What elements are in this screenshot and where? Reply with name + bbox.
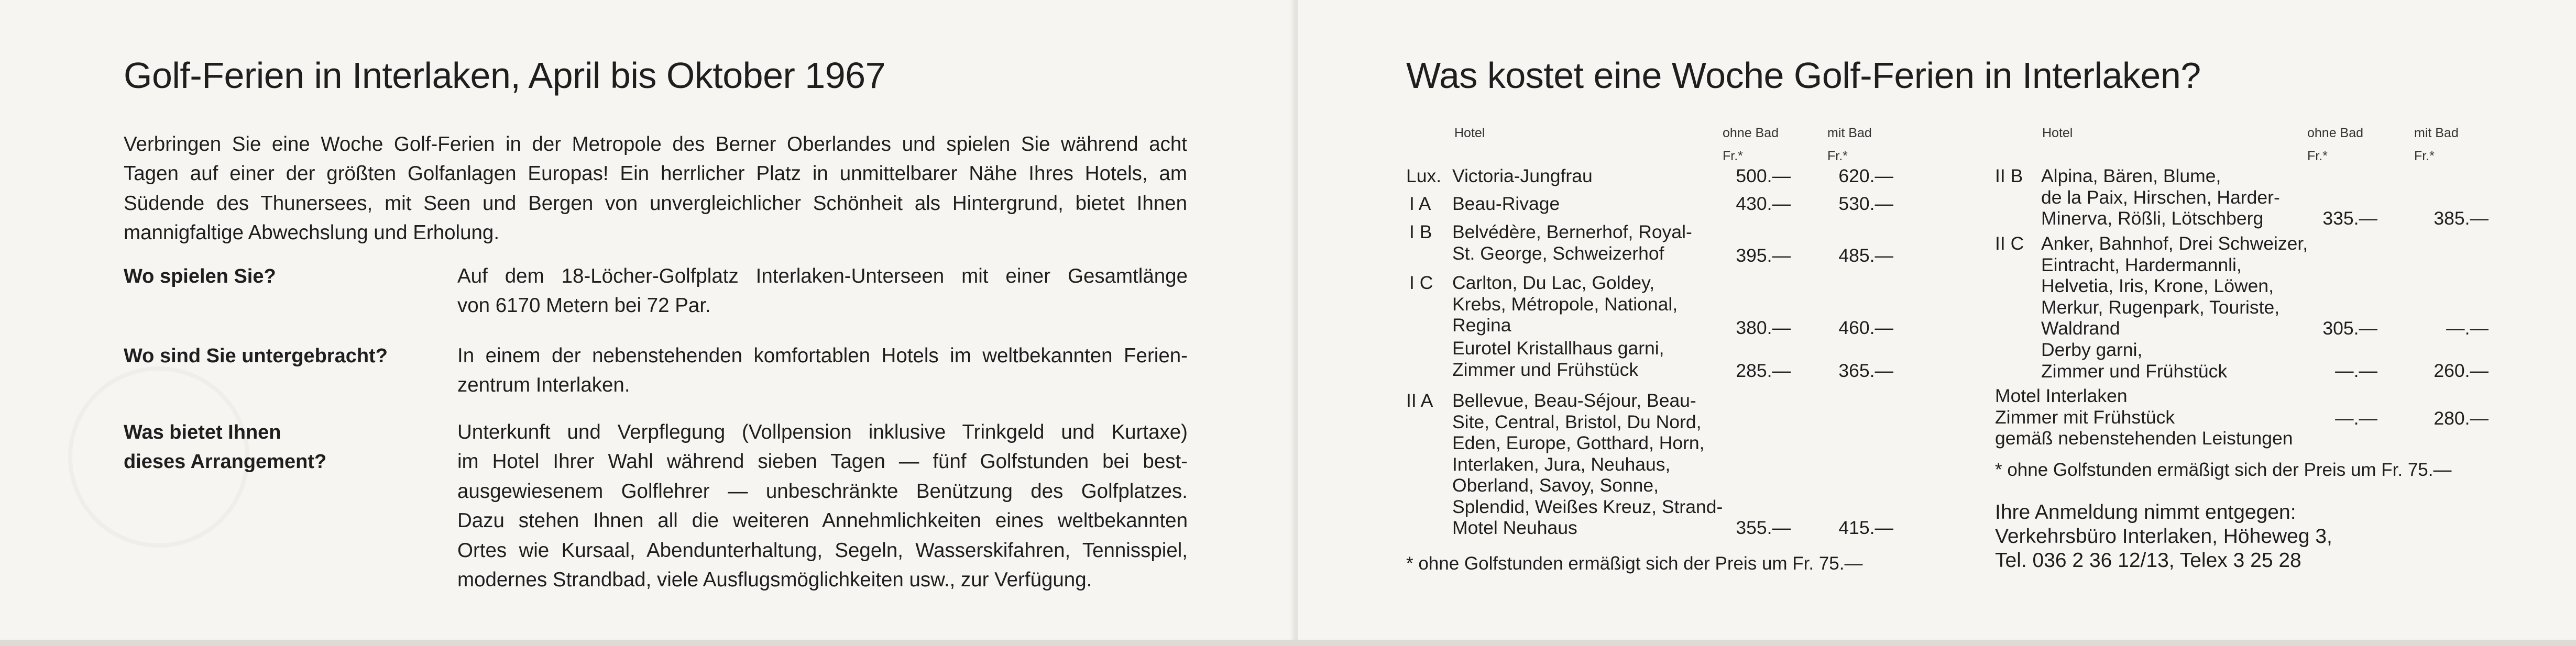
price-mit-bad: 620.— [1838,165,1893,186]
answer-line: zentrum Interlaken. [457,374,630,397]
answer-line: Auf dem 18-Löcher-Golfplatz Interlaken-Unterseen mit einer Gesamtlänge [457,265,1188,287]
answer-where-play [457,262,1188,321]
price-mit-bad: 415.— [1838,517,1893,538]
table1-unit-ohne: Fr.* [1723,149,1743,163]
hotel-line: Eintracht, Hardermannli, [2041,254,2242,275]
hotel-line: St. George, Schweizerhof [1452,242,1664,264]
price-ohne-bad: —.— [2335,360,2377,381]
price-mit-bad: 260.— [2434,360,2489,381]
table2-unit-ohne: Fr.* [2307,149,2328,163]
hotel-line: Zimmer und Frühstück [2041,360,2228,382]
category-label: I A [1409,193,1431,214]
hotel-names [1452,165,1593,187]
price-ohne-bad: 305.— [2322,318,2377,339]
answer-arrangement [457,418,1188,595]
hotel-line: Minerva, Rößli, Lötschberg [2041,208,2264,229]
hotel-line: Merkur, Rugenpark, Touriste, [2041,296,2280,318]
hotel-line: Victoria-Jungfrau [1452,165,1593,186]
page-bottom-edge [0,640,2576,646]
price-ohne-bad: 355.— [1736,517,1791,538]
category-label: I B [1409,221,1432,242]
answer-accommodation [457,341,1188,400]
price-mit-bad: 530.— [1838,193,1893,214]
hotel-line: Interlaken, Jura, Neuhaus, [1452,453,1671,475]
hotel-line: Krebs, Métropole, National, [1452,293,1678,315]
intro-paragraph [124,130,1187,248]
hotel-names [2041,339,2227,382]
question-where-play [124,262,417,291]
contact-line: Tel. 036 2 36 12/13, Telex 3 25 28 [1995,549,2301,572]
left-title: Golf-Ferien in Interlaken, April bis Oktober 1967 [124,55,886,96]
intro-line: Verbringen Sie eine Woche Golf-Ferien in der Metropole des Berner Oberlandes und spielen Sie während acht [124,133,1187,155]
answer-line: im Hotel Ihrer Wahl während sieben Tagen — fünf Golfstunden bei best- [457,450,1188,473]
table2-header-mit-bad: mit Bad [2414,126,2459,140]
question-text: Wo spielen Sie? [124,265,276,287]
intro-line: Tagen auf einer der größten Golfanlagen Europas! Ein herrlicher Platz in unmittelbarer Nähe Ihres Hotels, am [124,162,1187,185]
table1-header-ohne-bad: ohne Bad [1723,126,1779,140]
right-page [1298,0,2576,640]
hotel-line: Eurotel Kristallhaus garni, [1452,338,1664,359]
hotel-line: Anker, Bahnhof, Drei Schweizer, [2041,233,2308,254]
price-mit-bad: 385.— [2434,208,2489,229]
question-text: Was bietet Ihnen [124,421,281,443]
table1-header-mit-bad: mit Bad [1827,126,1872,140]
contact-line: Verkehrsbüro Interlaken, Höheweg 3, [1995,525,2332,548]
motel-names [1995,385,2293,449]
hotel-names [1452,221,1692,264]
contact-line: Ihre Anmeldung nimmt entgegen: [1995,501,2296,524]
table2-unit-mit: Fr.* [2414,149,2435,163]
category-label: II A [1406,390,1433,411]
category-label: I C [1409,272,1433,293]
hotel-line: Belvédère, Bernerhof, Royal- [1452,221,1692,242]
hotel-line: Zimmer und Frühstück [1452,359,1639,380]
category-label: II C [1995,233,2024,254]
price-ohne-bad: 380.— [1736,317,1791,338]
price-ohne-bad: 335.— [2322,208,2377,229]
price-ohne-bad: 285.— [1736,360,1791,381]
answer-line: Ortes wie Kursaal, Abendunterhaltung, Segeln, Wasserskifahren, Tennisspiel, [457,539,1188,562]
answer-line: ausgewiesenem Golflehrer — unbeschränkte Benützung des Golfplatzes. [457,480,1188,503]
hotel-line: Oberland, Savoy, Sonne, [1452,475,1659,496]
table2-header-ohne-bad: ohne Bad [2307,126,2364,140]
right-title: Was kostet eine Woche Golf-Ferien in Interlaken? [1406,55,2201,96]
footnote-left: * ohne Golfstunden ermäßigt sich der Preis um Fr. 75.— [1406,553,1863,574]
hotel-line: Helvetia, Iris, Krone, Löwen, [2041,275,2274,296]
question-accommodation [124,341,417,371]
price-ohne-bad: 500.— [1736,165,1791,186]
hotel-names [1452,390,1723,539]
left-page [0,0,1294,640]
footnote-right: * ohne Golfstunden ermäßigt sich der Preis um Fr. 75.— [1995,460,2452,480]
hotel-line: Site, Central, Bristol, Du Nord, [1452,411,1702,432]
hotel-line: Regina [1452,315,1511,336]
hotel-line: Motel Interlaken [1995,385,2128,406]
hotel-line: Alpina, Bären, Blume, [2041,165,2221,186]
category-label: II B [1995,165,2023,186]
motel-note: gemäß nebenstehenden Leistungen [1995,428,2293,449]
price-mit-bad: 485.— [1838,245,1893,266]
question-text: Wo sind Sie untergebracht? [124,345,388,367]
price-mit-bad: 280.— [2434,408,2489,429]
table1-header-hotel: Hotel [1454,126,1485,140]
hotel-line: Beau-Rivage [1452,193,1560,214]
hotel-line: Derby garni, [2041,339,2143,360]
hotel-line: de la Paix, Hirschen, Harder- [2041,186,2280,208]
price-ohne-bad: —.— [2335,408,2377,429]
contact-block [1995,500,2332,573]
hotel-names [1452,272,1678,336]
answer-line: Unterkunft und Verpflegung (Vollpension inklusive Trinkgeld und Kurtaxe) [457,421,1188,443]
hotel-line: Zimmer mit Frühstück [1995,406,2175,428]
table2-header-hotel: Hotel [2042,126,2073,140]
price-mit-bad: 365.— [1838,360,1893,381]
category-label: Lux. [1406,165,1442,186]
answer-line: von 6170 Metern bei 72 Par. [457,294,711,317]
price-mit-bad: —.— [2446,318,2489,339]
hotel-line: Bellevue, Beau-Séjour, Beau- [1452,390,1696,411]
hotel-line: Carlton, Du Lac, Goldey, [1452,272,1655,293]
question-text: dieses Arrangement? [124,451,327,473]
hotel-names [2041,233,2308,339]
hotel-names [1452,338,1664,380]
answer-line: modernes Strandbad, viele Ausflugsmöglichkeiten usw., zur Verfügung. [457,569,1092,592]
question-arrangement [124,418,417,477]
answer-line: Dazu stehen Ihnen all die weiteren Annehmlichkeiten eines weltbekannten [457,509,1188,532]
intro-line: mannigfaltige Abwechslung und Erholung. [124,221,500,244]
answer-line: In einem der nebenstehenden komfortablen Hotels im weltbekannten Ferien- [457,344,1188,367]
price-mit-bad: 460.— [1838,317,1893,338]
table1-unit-mit: Fr.* [1827,149,1848,163]
intro-line: Südende des Thunersees, mit Seen und Bergen von unvergleichlicher Schönheit als Hintergrund, bietet Ihnen [124,192,1187,215]
price-ohne-bad: 395.— [1736,245,1791,266]
hotel-line: Waldrand [2041,318,2120,339]
hotel-names [2041,165,2280,229]
hotel-line: Splendid, Weißes Kreuz, Strand- [1452,496,1723,517]
hotel-line: Eden, Europe, Gotthard, Horn, [1452,432,1705,453]
price-ohne-bad: 430.— [1736,193,1791,214]
hotel-names [1452,193,1560,215]
hotel-line: Motel Neuhaus [1452,517,1577,538]
